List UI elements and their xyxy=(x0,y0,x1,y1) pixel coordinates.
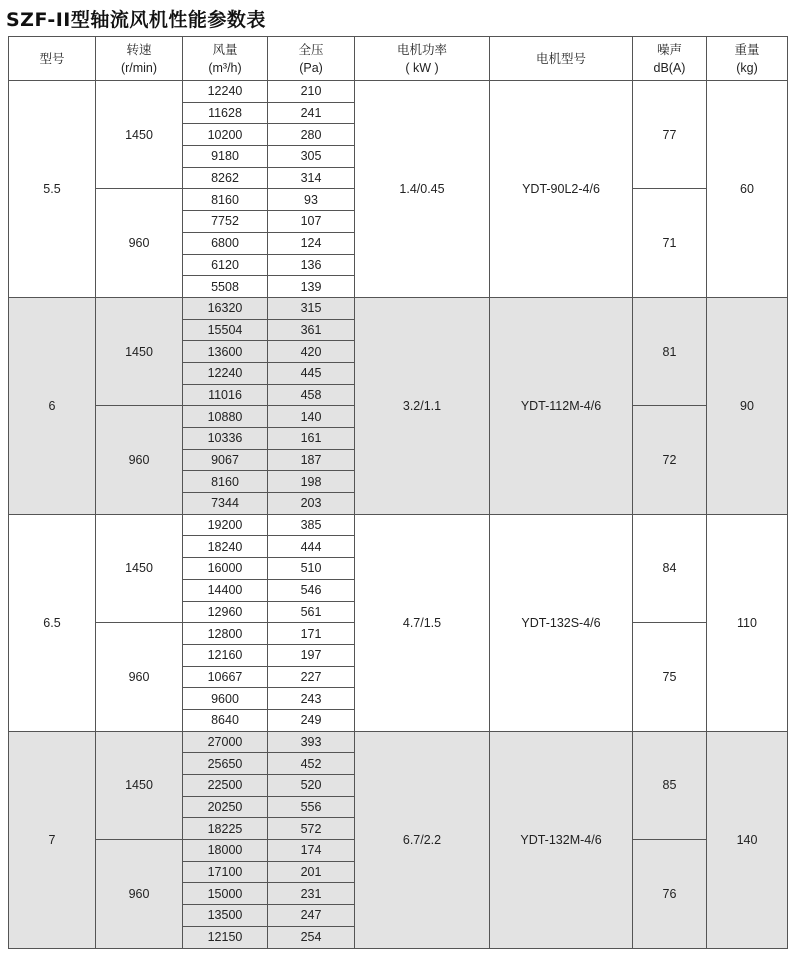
airflow-cell: 8262 xyxy=(183,167,268,189)
airflow-cell: 5508 xyxy=(183,276,268,298)
airflow-cell: 18225 xyxy=(183,818,268,840)
airflow-cell: 10667 xyxy=(183,666,268,688)
airflow-cell: 9180 xyxy=(183,146,268,168)
motor-cell: YDT-112M-4/6 xyxy=(490,297,633,514)
speed-cell: 1450 xyxy=(96,81,183,189)
airflow-cell: 15504 xyxy=(183,319,268,341)
speed-cell: 960 xyxy=(96,189,183,297)
table-row xyxy=(9,81,788,103)
power-cell: 6.7/2.2 xyxy=(355,731,490,948)
noise-cell: 84 xyxy=(633,514,707,622)
noise-cell: 77 xyxy=(633,81,707,189)
pressure-cell: 520 xyxy=(268,775,355,797)
pressure-cell: 510 xyxy=(268,558,355,580)
noise-cell: 72 xyxy=(633,406,707,514)
airflow-cell: 27000 xyxy=(183,731,268,753)
noise-cell: 76 xyxy=(633,840,707,948)
motor-cell: YDT-132M-4/6 xyxy=(490,731,633,948)
pressure-cell: 556 xyxy=(268,796,355,818)
airflow-cell: 18240 xyxy=(183,536,268,558)
motor-cell: YDT-132S-4/6 xyxy=(490,514,633,731)
airflow-cell: 7752 xyxy=(183,211,268,233)
speed-cell: 960 xyxy=(96,623,183,731)
pressure-cell: 243 xyxy=(268,688,355,710)
header-model: 型号 xyxy=(9,37,96,81)
airflow-cell: 16320 xyxy=(183,297,268,319)
pressure-cell: 161 xyxy=(268,428,355,450)
airflow-cell: 10200 xyxy=(183,124,268,146)
pressure-cell: 361 xyxy=(268,319,355,341)
airflow-cell: 20250 xyxy=(183,796,268,818)
pressure-cell: 452 xyxy=(268,753,355,775)
airflow-cell: 11016 xyxy=(183,384,268,406)
airflow-cell: 8640 xyxy=(183,709,268,731)
noise-cell: 71 xyxy=(633,189,707,297)
airflow-cell: 6120 xyxy=(183,254,268,276)
pressure-cell: 107 xyxy=(268,211,355,233)
pressure-cell: 305 xyxy=(268,146,355,168)
airflow-cell: 16000 xyxy=(183,558,268,580)
airflow-cell: 10880 xyxy=(183,406,268,428)
pressure-cell: 572 xyxy=(268,818,355,840)
airflow-cell: 14400 xyxy=(183,579,268,601)
noise-cell: 81 xyxy=(633,297,707,405)
header-weight: 重量 (kg) xyxy=(707,37,788,81)
pressure-cell: 280 xyxy=(268,124,355,146)
airflow-cell: 10336 xyxy=(183,428,268,450)
table-row xyxy=(9,731,788,753)
airflow-cell: 18000 xyxy=(183,840,268,862)
airflow-cell: 6800 xyxy=(183,232,268,254)
airflow-cell: 12240 xyxy=(183,81,268,103)
pressure-cell: 231 xyxy=(268,883,355,905)
pressure-cell: 171 xyxy=(268,623,355,645)
table-row xyxy=(9,297,788,319)
airflow-cell: 12240 xyxy=(183,362,268,384)
model-group xyxy=(9,731,788,948)
pressure-cell: 314 xyxy=(268,167,355,189)
performance-table xyxy=(8,36,788,949)
pressure-cell: 247 xyxy=(268,905,355,927)
speed-cell: 1450 xyxy=(96,297,183,405)
airflow-cell: 8160 xyxy=(183,189,268,211)
airflow-cell: 12960 xyxy=(183,601,268,623)
airflow-cell: 22500 xyxy=(183,775,268,797)
pressure-cell: 249 xyxy=(268,709,355,731)
speed-cell: 1450 xyxy=(96,731,183,839)
weight-cell: 110 xyxy=(707,514,788,731)
page-title: SZF-II型轴流风机性能参数表 xyxy=(6,9,266,31)
header-motor: 电机型号 xyxy=(490,37,633,81)
pressure-cell: 444 xyxy=(268,536,355,558)
airflow-cell: 9067 xyxy=(183,449,268,471)
airflow-cell: 11628 xyxy=(183,102,268,124)
airflow-cell: 13600 xyxy=(183,341,268,363)
noise-cell: 75 xyxy=(633,623,707,731)
pressure-cell: 140 xyxy=(268,406,355,428)
noise-cell: 85 xyxy=(633,731,707,839)
airflow-cell: 8160 xyxy=(183,471,268,493)
airflow-cell: 13500 xyxy=(183,905,268,927)
airflow-cell: 15000 xyxy=(183,883,268,905)
speed-cell: 1450 xyxy=(96,514,183,622)
pressure-cell: 254 xyxy=(268,926,355,948)
power-cell: 1.4/0.45 xyxy=(355,81,490,298)
pressure-cell: 136 xyxy=(268,254,355,276)
pressure-cell: 93 xyxy=(268,189,355,211)
airflow-cell: 12150 xyxy=(183,926,268,948)
pressure-cell: 561 xyxy=(268,601,355,623)
pressure-cell: 203 xyxy=(268,493,355,515)
model-group xyxy=(9,514,788,731)
model-cell: 5.5 xyxy=(9,81,96,298)
weight-cell: 90 xyxy=(707,297,788,514)
header-pressure: 全压 (Pa) xyxy=(268,37,355,81)
airflow-cell: 7344 xyxy=(183,493,268,515)
speed-cell: 960 xyxy=(96,840,183,948)
weight-cell: 60 xyxy=(707,81,788,298)
model-group xyxy=(9,81,788,298)
model-cell: 6.5 xyxy=(9,514,96,731)
pressure-cell: 210 xyxy=(268,81,355,103)
pressure-cell: 139 xyxy=(268,276,355,298)
motor-cell: YDT-90L2-4/6 xyxy=(490,81,633,298)
power-cell: 4.7/1.5 xyxy=(355,514,490,731)
speed-cell: 960 xyxy=(96,406,183,514)
airflow-cell: 9600 xyxy=(183,688,268,710)
header-speed: 转速 (r/min) xyxy=(96,37,183,81)
pressure-cell: 174 xyxy=(268,840,355,862)
airflow-cell: 19200 xyxy=(183,514,268,536)
pressure-cell: 445 xyxy=(268,362,355,384)
table-row xyxy=(9,514,788,536)
weight-cell: 140 xyxy=(707,731,788,948)
header-airflow: 风量 (m³/h) xyxy=(183,37,268,81)
airflow-cell: 17100 xyxy=(183,861,268,883)
airflow-cell: 12160 xyxy=(183,644,268,666)
pressure-cell: 393 xyxy=(268,731,355,753)
pressure-cell: 315 xyxy=(268,297,355,319)
pressure-cell: 124 xyxy=(268,232,355,254)
model-group xyxy=(9,297,788,514)
model-cell: 6 xyxy=(9,297,96,514)
pressure-cell: 241 xyxy=(268,102,355,124)
header-power: 电机功率 ( kW ) xyxy=(355,37,490,81)
pressure-cell: 197 xyxy=(268,644,355,666)
pressure-cell: 201 xyxy=(268,861,355,883)
pressure-cell: 187 xyxy=(268,449,355,471)
pressure-cell: 546 xyxy=(268,579,355,601)
airflow-cell: 12800 xyxy=(183,623,268,645)
header-noise: 噪声 dB(A) xyxy=(633,37,707,81)
pressure-cell: 458 xyxy=(268,384,355,406)
pressure-cell: 420 xyxy=(268,341,355,363)
pressure-cell: 198 xyxy=(268,471,355,493)
power-cell: 3.2/1.1 xyxy=(355,297,490,514)
pressure-cell: 385 xyxy=(268,514,355,536)
model-cell: 7 xyxy=(9,731,96,948)
pressure-cell: 227 xyxy=(268,666,355,688)
header-row xyxy=(9,37,788,81)
airflow-cell: 25650 xyxy=(183,753,268,775)
